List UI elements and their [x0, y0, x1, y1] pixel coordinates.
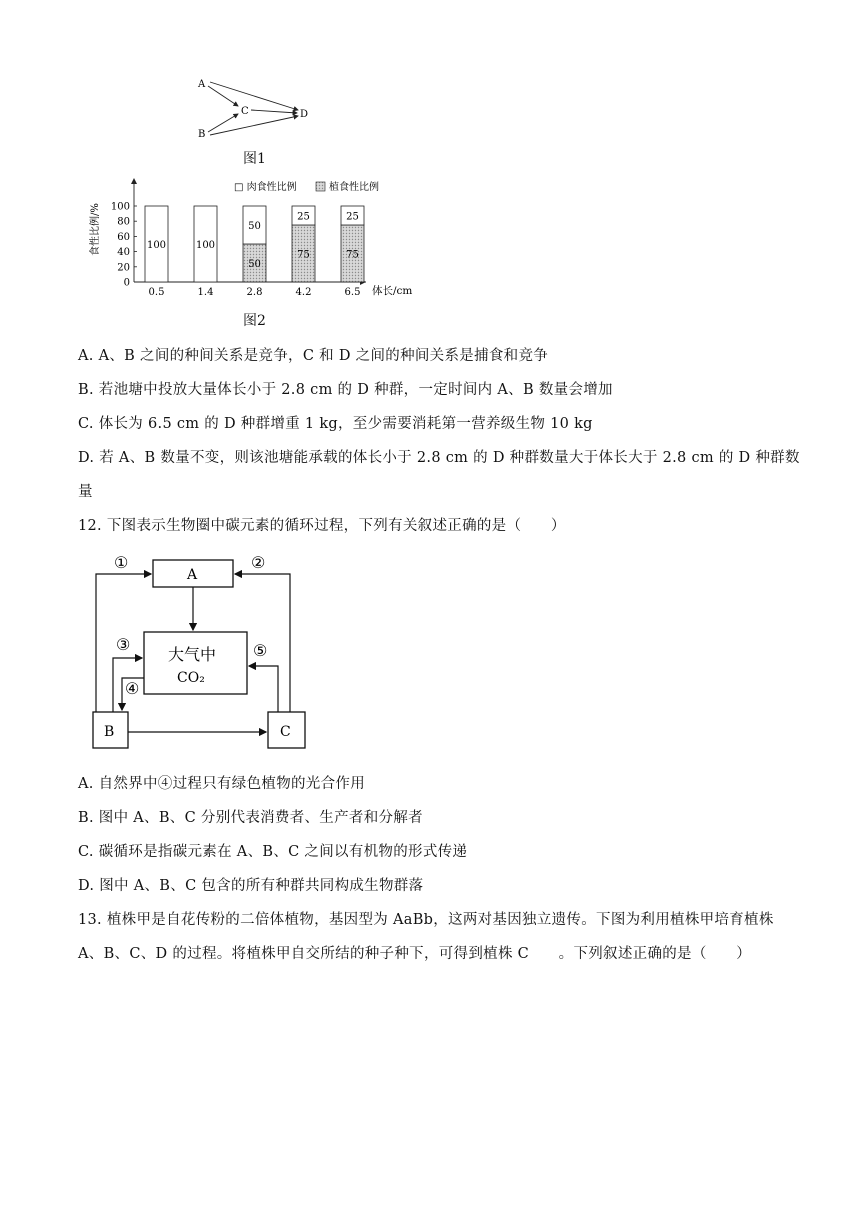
mark-2: ② — [251, 553, 266, 572]
y-axis-arrow — [131, 178, 137, 184]
y-tick-label: 0 — [123, 277, 130, 289]
x-tick-label: 0.5 — [148, 287, 165, 298]
bar-carnivore-value-label: 25 — [346, 211, 359, 223]
legend-carnivore: □ 肉食性比例 — [234, 182, 297, 193]
atmosphere-label-line2: CO₂ — [177, 670, 205, 686]
carbon-cycle-diagram — [88, 548, 318, 754]
q12-option-d: D. 图中 A、B、C 包含的所有种群共同构成生物群落 — [78, 878, 424, 894]
y-tick-label: 80 — [117, 216, 130, 228]
atmosphere-label-line1: 大气中 — [168, 645, 217, 664]
q11-option-d: D. 若 A、B 数量不变，则该池塘能承载的体长小于 2.8 cm 的 D 种群数量大于体长大于 2.8 cm 的 D 种群数 — [78, 450, 800, 466]
bar-carnivore-value-label: 25 — [297, 211, 310, 223]
bar-herbivore-value-label: 75 — [297, 249, 310, 261]
q11-option-a: A. A、B 之间的种间关系是竞争，C 和 D 之间的种间关系是捕食和竞争 — [78, 348, 549, 364]
legend-herbivore-swatch — [316, 182, 325, 191]
q12-stem: 12. 下图表示生物圈中碳元素的循环过程，下列有关叙述正确的是（ ） — [78, 518, 566, 534]
node-a: A — [198, 79, 206, 90]
figure-1-caption: 图1 — [243, 151, 266, 167]
box-b-label: B — [104, 724, 115, 740]
q12-option-b: B. 图中 A、B、C 分别代表消费者、生产者和分解者 — [78, 810, 423, 826]
bar-carnivore-value-label: 100 — [195, 240, 216, 251]
x-tick-label: 2.8 — [246, 287, 263, 298]
box-a-label: A — [187, 567, 198, 583]
q13-stem-line2: A、B、C、D 的过程。将植株甲自交所结的种子种下，可得到植株 C 。下列叙述正确的是（ ） — [78, 946, 752, 962]
legend-herbivore: 植食性比例 — [329, 182, 379, 193]
x-tick-label: 4.2 — [295, 287, 312, 298]
node-b: B — [198, 129, 206, 140]
y-tick-label: 100 — [110, 201, 130, 213]
mark-1: ① — [114, 553, 129, 572]
mark-5: ⑤ — [253, 641, 268, 660]
q12-option-c: C. 碳循环是指碳元素在 A、B、C 之间以有机物的形式传递 — [78, 844, 468, 860]
q11-option-b: B. 若池塘中投放大量体长小于 2.8 cm 的 D 种群，一定时间内 A、B 数量会增加 — [78, 382, 613, 398]
node-c: C — [241, 106, 249, 117]
q12-option-a: A. 自然界中④过程只有绿色植物的光合作用 — [78, 776, 365, 792]
y-tick-label: 20 — [117, 262, 130, 274]
bar-herbivore-value-label: 75 — [346, 249, 359, 261]
bar-carnivore-value-label: 100 — [146, 240, 167, 251]
bar-herbivore-value-label: 50 — [248, 259, 261, 270]
q11-option-c: C. 体长为 6.5 cm 的 D 种群增重 1 kg，至少需要消耗第一营养级生物 10 kg — [78, 416, 593, 432]
node-d: D — [300, 109, 309, 120]
figure-2-caption: 图2 — [243, 313, 266, 329]
y-tick-label: 40 — [117, 247, 130, 259]
mark-3: ③ — [116, 635, 131, 654]
q13-stem-line1: 13. 植株甲是自花传粉的二倍体植物，基因型为 AaBb，这两对基因独立遗传。下图为利用植株甲培育植株 — [78, 912, 774, 928]
q11-option-d-wrap: 量 — [78, 484, 93, 500]
x-tick-label: 6.5 — [344, 287, 361, 298]
x-axis-label: 体长/cm — [372, 285, 413, 297]
y-tick-label: 60 — [117, 231, 130, 243]
figure-1-food-web — [190, 72, 320, 142]
figure-2-bar-chart — [84, 172, 424, 304]
bar-carnivore-value-label: 50 — [248, 221, 261, 232]
mark-4: ④ — [125, 679, 140, 698]
x-tick-label: 1.4 — [197, 287, 214, 298]
box-c-label: C — [280, 724, 291, 740]
y-axis-label: 食性比例/% — [90, 203, 101, 256]
